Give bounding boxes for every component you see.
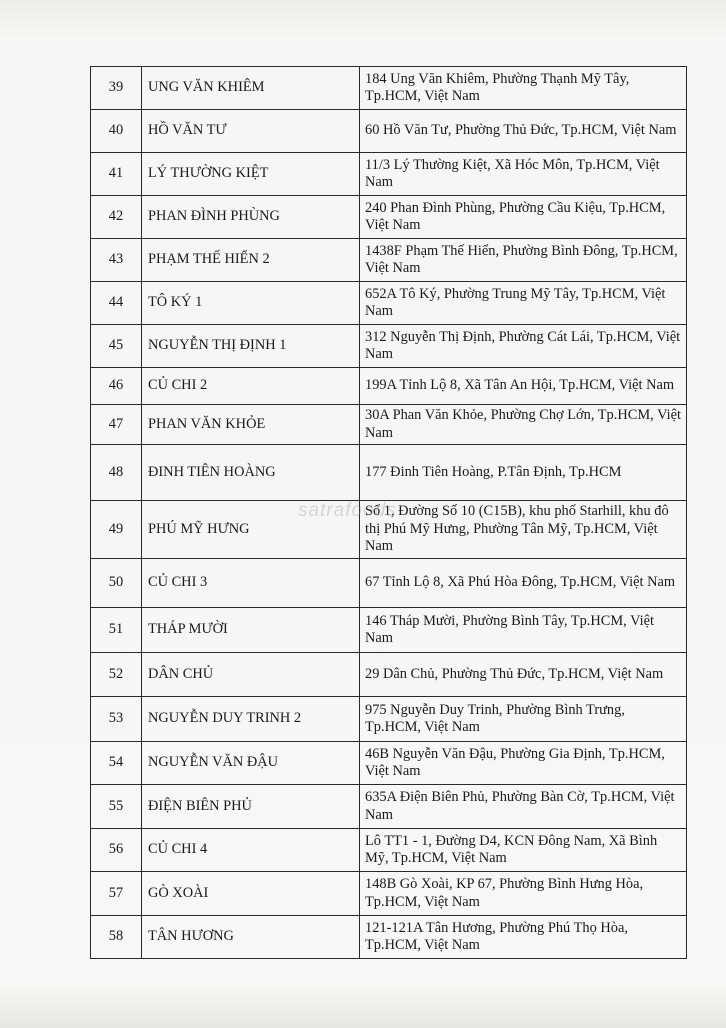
row-number: 52: [91, 653, 142, 697]
store-address: 121-121A Tân Hương, Phường Phú Thọ Hòa, Tp.HCM, Việt Nam: [360, 916, 687, 959]
row-number: 53: [91, 697, 142, 742]
table-row: [91, 67, 687, 110]
store-name: CỦ CHI 4: [142, 829, 360, 872]
row-number: 58: [91, 916, 142, 959]
row-number: 51: [91, 608, 142, 653]
store-address: 67 Tỉnh Lộ 8, Xã Phú Hòa Đông, Tp.HCM, Việt Nam: [360, 559, 687, 608]
store-address: 635A Điện Biên Phủ, Phường Bàn Cờ, Tp.HCM, Việt Nam: [360, 785, 687, 829]
table-row: [91, 405, 687, 445]
store-name: PHÚ MỸ HƯNG: [142, 501, 360, 559]
table-row: [91, 829, 687, 872]
row-number: 40: [91, 110, 142, 153]
store-name: TÔ KÝ 1: [142, 282, 360, 325]
row-number: 48: [91, 445, 142, 501]
store-name: ĐIỆN BIÊN PHỦ: [142, 785, 360, 829]
table-row: [91, 559, 687, 608]
table-row: [91, 368, 687, 405]
store-name: CỦ CHI 3: [142, 559, 360, 608]
store-name: HỒ VĂN TƯ: [142, 110, 360, 153]
store-address: 1438F Phạm Thế Hiển, Phường Bình Đông, Tp.HCM, Việt Nam: [360, 239, 687, 282]
row-number: 42: [91, 196, 142, 239]
store-address: 60 Hồ Văn Tư, Phường Thủ Đức, Tp.HCM, Việt Nam: [360, 110, 687, 153]
store-address: 177 Đinh Tiên Hoàng, P.Tân Định, Tp.HCM: [360, 445, 687, 501]
store-address: 146 Tháp Mười, Phường Bình Tây, Tp.HCM, Việt Nam: [360, 608, 687, 653]
row-number: 45: [91, 325, 142, 368]
row-number: 46: [91, 368, 142, 405]
store-address: 312 Nguyễn Thị Định, Phường Cát Lái, Tp.HCM, Việt Nam: [360, 325, 687, 368]
store-name: TÂN HƯƠNG: [142, 916, 360, 959]
store-name: NGUYỄN THỊ ĐỊNH 1: [142, 325, 360, 368]
table-row: [91, 785, 687, 829]
watermark: satrafoods: [298, 500, 397, 521]
table-row: [91, 282, 687, 325]
row-number: 57: [91, 872, 142, 916]
table-row: [91, 697, 687, 742]
store-address: 46B Nguyễn Văn Đậu, Phường Gia Định, Tp.HCM, Việt Nam: [360, 742, 687, 785]
store-address: 975 Nguyễn Duy Trinh, Phường Bình Trưng, Tp.HCM, Việt Nam: [360, 697, 687, 742]
store-name: THÁP MƯỜI: [142, 608, 360, 653]
store-name: NGUYỄN DUY TRINH 2: [142, 697, 360, 742]
row-number: 50: [91, 559, 142, 608]
row-number: 54: [91, 742, 142, 785]
table-row: [91, 196, 687, 239]
store-address: 30A Phan Văn Khỏe, Phường Chợ Lớn, Tp.HCM, Việt Nam: [360, 405, 687, 445]
store-name: ĐINH TIÊN HOÀNG: [142, 445, 360, 501]
store-address: Số 1, Đường Số 10 (C15B), khu phố Starhill, khu đô thị Phú Mỹ Hưng, Phường Tân Mỹ, Tp.HCM, Việt Nam: [360, 501, 687, 559]
store-address: 148B Gò Xoài, KP 67, Phường Bình Hưng Hòa, Tp.HCM, Việt Nam: [360, 872, 687, 916]
row-number: 49: [91, 501, 142, 559]
row-number: 39: [91, 67, 142, 110]
row-number: 44: [91, 282, 142, 325]
table-row: [91, 916, 687, 959]
store-name: CỦ CHI 2: [142, 368, 360, 405]
row-number: 56: [91, 829, 142, 872]
store-address: 11/3 Lý Thường Kiệt, Xã Hóc Môn, Tp.HCM, Việt Nam: [360, 153, 687, 196]
store-address: 29 Dân Chủ, Phường Thủ Đức, Tp.HCM, Việt Nam: [360, 653, 687, 697]
store-address: 184 Ung Văn Khiêm, Phường Thạnh Mỹ Tây, Tp.HCM, Việt Nam: [360, 67, 687, 110]
store-name: DÂN CHỦ: [142, 653, 360, 697]
store-name: NGUYỄN VĂN ĐẬU: [142, 742, 360, 785]
table-row: [91, 653, 687, 697]
store-name: LÝ THƯỜNG KIỆT: [142, 153, 360, 196]
store-name: PHAN ĐÌNH PHÙNG: [142, 196, 360, 239]
table-row: [91, 445, 687, 501]
table-row: [91, 325, 687, 368]
row-number: 55: [91, 785, 142, 829]
row-number: 47: [91, 405, 142, 445]
store-address: 240 Phan Đình Phùng, Phường Cầu Kiệu, Tp.HCM, Việt Nam: [360, 196, 687, 239]
store-name: PHAN VĂN KHỎE: [142, 405, 360, 445]
row-number: 43: [91, 239, 142, 282]
table-row: [91, 742, 687, 785]
table-row: [91, 239, 687, 282]
store-name: UNG VĂN KHIÊM: [142, 67, 360, 110]
store-address: 199A Tỉnh Lộ 8, Xã Tân An Hội, Tp.HCM, Việt Nam: [360, 368, 687, 405]
store-name: PHẠM THẾ HIỂN 2: [142, 239, 360, 282]
store-address: Lô TT1 - 1, Đường D4, KCN Đông Nam, Xã Bình Mỹ, Tp.HCM, Việt Nam: [360, 829, 687, 872]
table-row: [91, 608, 687, 653]
store-address: 652A Tô Ký, Phường Trung Mỹ Tây, Tp.HCM, Việt Nam: [360, 282, 687, 325]
table-row: [91, 153, 687, 196]
table-row: [91, 110, 687, 153]
table-row: [91, 872, 687, 916]
store-name: GÒ XOÀI: [142, 872, 360, 916]
row-number: 41: [91, 153, 142, 196]
